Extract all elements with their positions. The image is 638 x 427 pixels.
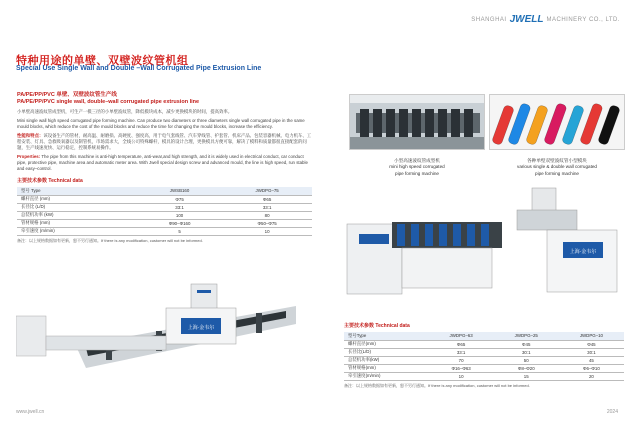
left-table-note: 备注：以上规格数据如有更新，恕不另行通知。If there is any modification, customer will not be informed. (17, 237, 203, 243)
extruder-illustration (16, 276, 296, 378)
footer-page-number: 2024 (606, 409, 618, 415)
corrugator-illustration (337, 184, 623, 302)
table-row (17, 219, 312, 227)
cell-value: 80 (222, 211, 312, 219)
cell-label: 管材规格 (mm) (17, 219, 137, 227)
cell-label: 总装机功率(kW) (344, 356, 429, 364)
photo-mini-machine (349, 94, 485, 150)
features-cn (17, 133, 312, 151)
machine-label: 上海·金韦尔 (187, 325, 215, 331)
cell-value: Φ65 (222, 195, 312, 203)
properties-label: Properties: (17, 154, 41, 159)
right-table-heading: 主要技术参数 Technical data (344, 323, 410, 329)
brand-header (471, 14, 620, 25)
caption-cn: 各种单壁双壁波纹管小型模块 (527, 158, 587, 163)
properties-en (17, 154, 312, 172)
left-table-heading: 主要技术参数 Technical data (17, 178, 83, 184)
caption-en: pipe forming machine (395, 170, 439, 176)
table-row (344, 332, 624, 340)
cell-value: Φ16–Φ63 (429, 364, 494, 372)
left-spec-table (17, 187, 312, 236)
cell-value: 33:1 (137, 203, 222, 211)
cell-value: JWDPG–63 (429, 332, 494, 340)
page-title-cn: 特种用途的单壁、双壁波纹管机组 (16, 55, 189, 67)
cell-value: 10 (222, 227, 312, 235)
caption-en: mini high speed corrugated (389, 164, 445, 170)
caption-cn: 小型高速波纹管成型机 (394, 158, 440, 163)
cell-label: 牵引速度(m/min) (344, 372, 429, 380)
table-row (344, 372, 624, 380)
right-spec-table (344, 332, 624, 381)
cell-value: 33:1 (429, 348, 494, 356)
table-row (17, 195, 312, 203)
cell-value: Φ75 (137, 195, 222, 203)
cell-value: Φ45 (559, 340, 624, 348)
page-title-en: Special Use Single Wall and Double –Wall Corrugated Pipe Extrusion Line (16, 65, 262, 72)
cell-value: 30:1 (494, 348, 559, 356)
cell-label: 长径比(L/D) (344, 348, 429, 356)
cell-value: 70 (429, 356, 494, 364)
cell-value: JWDPG–10 (559, 332, 624, 340)
properties-text: The pipe from this machine is anti-high temperature, anti-wear,and high strength, and it is widely used in electrical conduct, car conduct pipe, protective pipe, machine area and automatic meter area. With Jwell special design screw and advanced mould, the line is high speed, run stable and easy–control. (17, 154, 308, 171)
cell-value: 10 (429, 372, 494, 380)
cell-value: JWDPG–75 (222, 187, 312, 195)
right-table-note: 备注：以上规格数据如有更新，恕不另行通知。If there is any modification, customer will not be informed. (344, 382, 530, 388)
cell-label: 螺杆直径(mm) (344, 340, 429, 348)
table-row (17, 211, 312, 219)
caption-en: pipe forming machine (535, 170, 579, 176)
cell-value: 45 (559, 356, 624, 364)
cell-value: Φ90–Φ160 (137, 219, 222, 227)
cell-value: Φ50–Φ75 (222, 219, 312, 227)
right-spec-section (344, 322, 624, 389)
cell-label: 总装机功率 (kW) (17, 211, 137, 219)
table-row (17, 203, 312, 211)
cell-label: 管材规格(mm) (344, 364, 429, 372)
brand-prefix: SHANGHAI (471, 16, 507, 23)
cell-label: 长径比 (L/D) (17, 203, 137, 211)
intro-cn: 小单壁高速波纹管成型机，可生产一模三径的小单壁波纹管，降低模块成本，减少更换模块的时间，提高效率。 (17, 109, 233, 114)
extrusion-line-right-image (337, 184, 623, 302)
brand-suffix: MACHINERY CO., LTD. (546, 16, 620, 23)
cell-value: 5 (137, 227, 222, 235)
table-row (344, 364, 624, 372)
machine-label: 上海·金韦尔 (569, 249, 597, 255)
cell-value: 50 (494, 356, 559, 364)
jwell-logo: JWELL (509, 14, 544, 25)
top-photos (349, 94, 625, 150)
cell-value: 20 (559, 372, 624, 380)
left-column (17, 92, 312, 244)
cell-label: 型号 Type (17, 187, 137, 195)
cell-value: Φ65 (429, 340, 494, 348)
cell-label: 型号Type (344, 332, 429, 340)
table-row (344, 348, 624, 356)
table-row (17, 187, 312, 195)
footer-website: www.jwell.cn (16, 409, 45, 415)
section-heading-cn: PA/PE/PP/PVC 单壁、双壁波纹管生产线 (17, 92, 117, 98)
photo-mould-blocks (489, 94, 625, 150)
cell-value: JWDPG–25 (494, 332, 559, 340)
table-row (344, 356, 624, 364)
cell-value: Φ8–Φ20 (494, 364, 559, 372)
features-text: 该设备生产的管材，耐高温、耐磨损、高硬度、强度高，用于电气套线管、汽车穿线管、护套管、机床产品、包装容器机械、电力机车、工程安装、灯具、急救吸氧器以及制管机，市场需求大，全线公司特殊螺杆，模具的设计合理，更换模具方便可靠，解决了模料和质量都很直接配套的问题，生产线速度快、运行稳定，控制系统易操作。 (17, 133, 312, 150)
caption-mould-blocks (489, 158, 625, 177)
cell-value: 15 (494, 372, 559, 380)
caption-mini-machine (349, 158, 485, 177)
cell-label: 牵引速度 (m/min) (17, 227, 137, 235)
table-row (17, 227, 312, 235)
intro-en: Mini single wall high speed corrugated pipe forming machine. Can produce two diameters or three diameters single wall corrugated pipe in the same mould blocks, which reduce the cost of the mould blocks and reduce the time for changing the mould blocks, increase the efficiency. (17, 118, 305, 129)
cell-value: Φ6–Φ10 (559, 364, 624, 372)
section-heading-en: PA/PE/PP/PVC single wall, double–wall corrugated pipe extrusion line (17, 99, 200, 105)
extrusion-line-left-image (16, 276, 296, 378)
cell-label: 螺杆直径 (mm) (17, 195, 137, 203)
cell-value: JWSB160 (137, 187, 222, 195)
table-row (344, 340, 624, 348)
cell-value: 100 (137, 211, 222, 219)
mould-block-illustration (350, 95, 485, 150)
cell-value: 33:1 (222, 203, 312, 211)
cell-value: Φ45 (494, 340, 559, 348)
features-label: 性能和特点： (17, 133, 44, 138)
cell-value: 30:1 (559, 348, 624, 356)
caption-en: various single & double wall corrugated (517, 164, 597, 170)
corrugated-pipes-illustration (490, 95, 625, 150)
